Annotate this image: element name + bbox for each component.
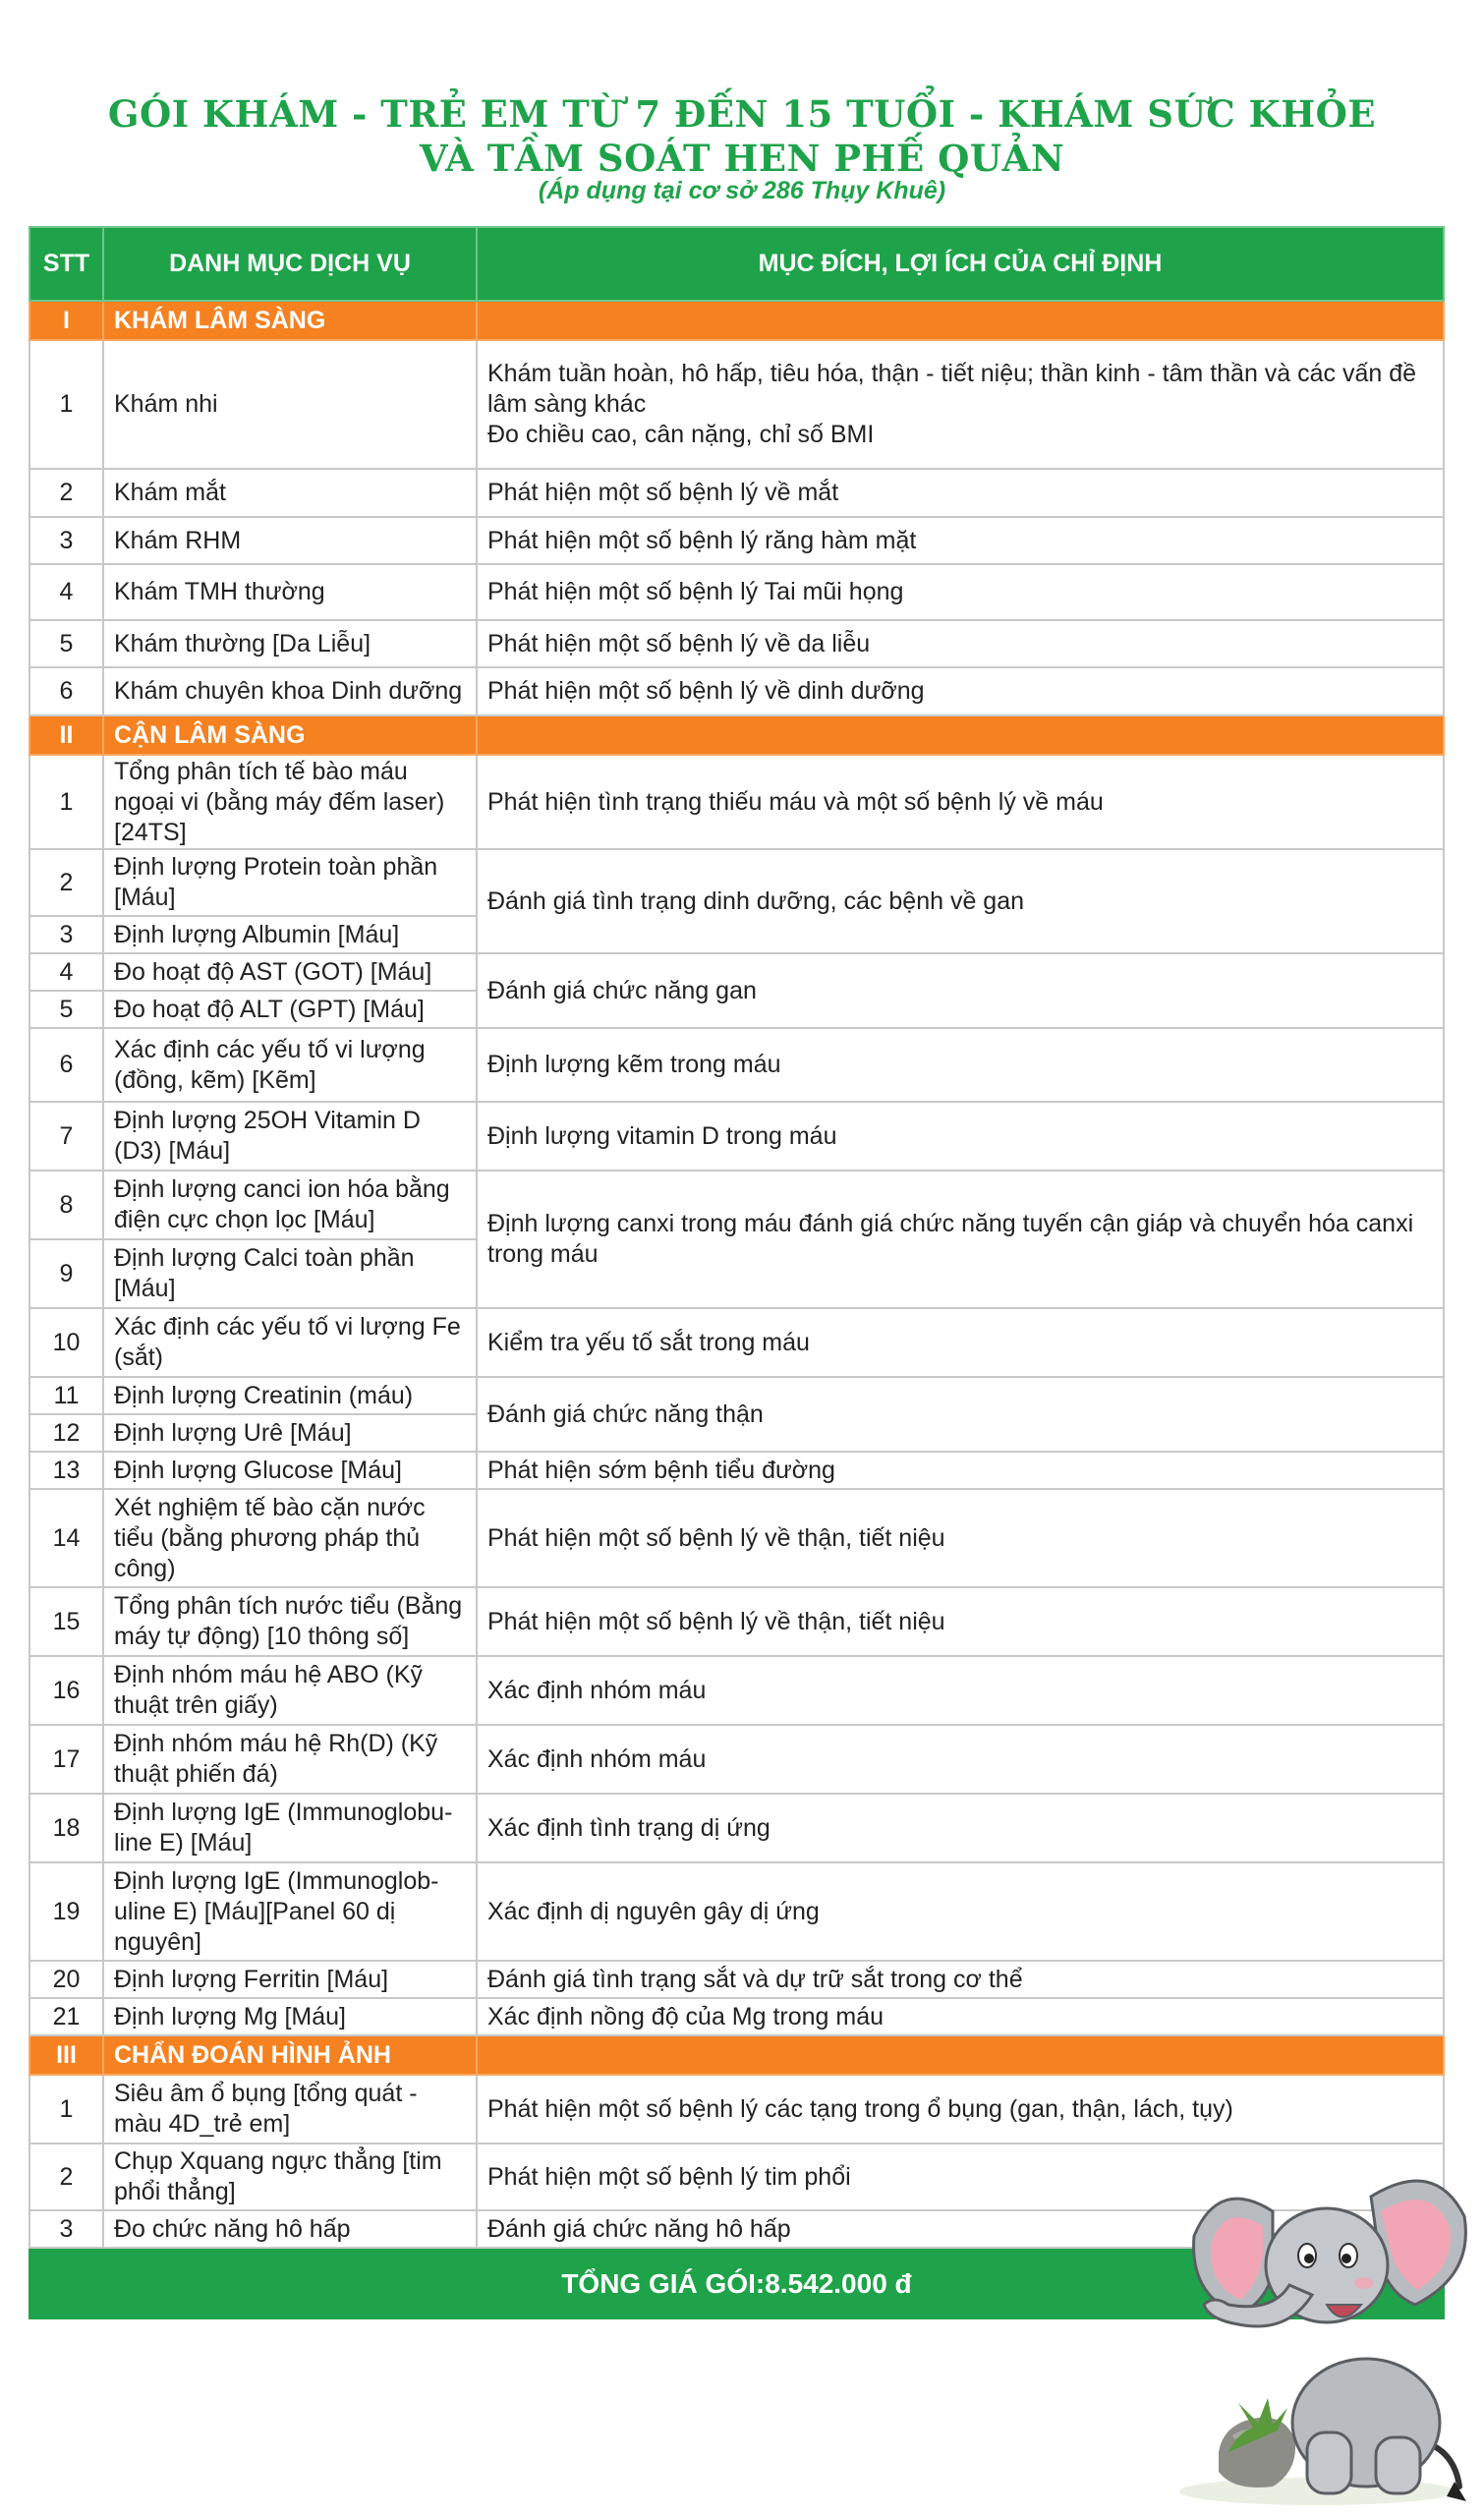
row-purpose: Định lượng canxi trong máu đánh giá chức năng tuyến cận giáp và chuyển hóa canxi trong máu <box>477 1171 1444 1308</box>
row-stt: 1 <box>29 755 103 849</box>
row-purpose: Đánh giá tình trạng dinh dưỡng, các bệnh về gan <box>477 849 1444 953</box>
row-purpose: Xác định dị nguyên gây dị ứng <box>477 1862 1444 1961</box>
row-stt: 13 <box>29 1452 103 1489</box>
row-stt: 2 <box>29 469 103 517</box>
row-service: Định lượng Ferritin [Máu] <box>103 1961 477 1998</box>
row-purpose: Xác định nhóm máu <box>477 1725 1444 1794</box>
page-title-line-2: VÀ TẦM SOÁT HEN PHẾ QUẢN <box>419 137 1065 180</box>
row-stt: 3 <box>29 2210 103 2248</box>
row-service: Chụp Xquang ngực thẳng [tim phổi thẳng] <box>103 2144 477 2210</box>
row-service: Định lượng IgE (Immunoglob-uline E) [Máu][Panel 60 dị nguyên] <box>103 1862 477 1961</box>
table-row <box>29 1587 1444 1656</box>
row-service: Khám TMH thường <box>103 564 477 620</box>
row-stt: 2 <box>29 2144 103 2210</box>
row-service: Đo hoạt độ AST (GOT) [Máu] <box>103 953 477 991</box>
row-purpose: Phát hiện một số bệnh lý về thận, tiết niệu <box>477 1587 1444 1656</box>
table-row <box>29 2075 1444 2144</box>
row-stt: 17 <box>29 1725 103 1794</box>
table-row <box>29 1308 1444 1377</box>
row-service: Định lượng 25OH Vitamin D (D3) [Máu] <box>103 1102 477 1171</box>
row-service: Định lượng Urê [Máu] <box>103 1414 477 1452</box>
table-row <box>29 953 1444 991</box>
table-header-row <box>29 227 1444 301</box>
table-row <box>29 564 1444 620</box>
row-service: Định lượng Calci toàn phần [Máu] <box>103 1239 477 1308</box>
row-stt: 4 <box>29 564 103 620</box>
row-purpose: Xác định nồng độ của Mg trong máu <box>477 1998 1444 2035</box>
row-stt: 15 <box>29 1587 103 1656</box>
row-purpose: Phát hiện một số bệnh lý về mắt <box>477 469 1444 517</box>
row-service: Định lượng Albumin [Máu] <box>103 916 477 953</box>
col-header-service: DANH MỤC DỊCH VỤ <box>103 227 477 301</box>
col-header-stt: STT <box>29 227 103 301</box>
row-service: Khám mắt <box>103 469 477 517</box>
row-service: Định lượng Mg [Máu] <box>103 1998 477 2035</box>
table-row <box>29 1028 1444 1102</box>
purpose-line: Đo chiều cao, cân nặng, chỉ số BMI <box>487 421 875 448</box>
row-purpose: Phát hiện một số bệnh lý về dinh dưỡng <box>477 667 1444 715</box>
table-row <box>29 667 1444 715</box>
row-service: Định nhóm máu hệ ABO (Kỹ thuật trên giấy) <box>103 1656 477 1725</box>
section-title: KHÁM LÂM SÀNG <box>103 301 477 340</box>
section-blank <box>477 301 1444 340</box>
table-row <box>29 1171 1444 1239</box>
table-row <box>29 1452 1444 1489</box>
table-row <box>29 1725 1444 1794</box>
table-row <box>29 1656 1444 1725</box>
row-purpose: Phát hiện một số bệnh lý về thận, tiết niệu <box>477 1489 1444 1587</box>
row-stt: 1 <box>29 2075 103 2144</box>
row-stt: 9 <box>29 1239 103 1308</box>
row-purpose: Phát hiện một số bệnh lý các tạng trong ổ bụng (gan, thận, lách, tụy) <box>477 2075 1444 2144</box>
row-stt: 16 <box>29 1656 103 1725</box>
row-service: Đo hoạt độ ALT (GPT) [Máu] <box>103 991 477 1028</box>
row-service: Khám thường [Da Liễu] <box>103 620 477 667</box>
section-blank <box>477 2035 1444 2075</box>
row-stt: 5 <box>29 620 103 667</box>
row-stt: 21 <box>29 1998 103 2035</box>
row-service: Khám RHM <box>103 517 477 564</box>
service-table <box>29 226 1445 2319</box>
row-stt: 18 <box>29 1794 103 1862</box>
row-service: Định lượng Glucose [Máu] <box>103 1452 477 1489</box>
row-stt: 11 <box>29 1377 103 1414</box>
row-purpose: Phát hiện tình trạng thiếu máu và một số bệnh lý về máu <box>477 755 1444 849</box>
section-blank <box>477 715 1444 755</box>
row-purpose: Xác định nhóm máu <box>477 1656 1444 1725</box>
row-stt: 10 <box>29 1308 103 1377</box>
row-stt: 1 <box>29 340 103 469</box>
row-purpose <box>477 340 1444 469</box>
row-service: Xét nghiệm tế bào cặn nước tiểu (bằng phương pháp thủ công) <box>103 1489 477 1587</box>
total-price: TỔNG GIÁ GÓI:8.542.000 đ <box>29 2248 1444 2318</box>
row-purpose: Đánh giá chức năng gan <box>477 953 1444 1028</box>
row-stt: 2 <box>29 849 103 916</box>
row-stt: 14 <box>29 1489 103 1587</box>
table-row <box>29 469 1444 517</box>
row-purpose: Xác định tình trạng dị ứng <box>477 1794 1444 1862</box>
row-service: Định lượng Protein toàn phần [Máu] <box>103 849 477 916</box>
row-stt: 3 <box>29 916 103 953</box>
row-service: Xác định các yếu tố vi lượng Fe (sắt) <box>103 1308 477 1377</box>
row-purpose: Phát hiện một số bệnh lý răng hàm mặt <box>477 517 1444 564</box>
section-row <box>29 301 1444 340</box>
table-row <box>29 1961 1444 1998</box>
row-service: Định lượng canci ion hóa bằng điện cực chọn lọc [Máu] <box>103 1171 477 1239</box>
row-service: Tổng phân tích nước tiểu (Bằng máy tự động) [10 thông số] <box>103 1587 477 1656</box>
row-purpose: Đánh giá tình trạng sắt và dự trữ sắt trong cơ thể <box>477 1961 1444 1998</box>
section-numeral: I <box>29 301 103 340</box>
row-stt: 19 <box>29 1862 103 1961</box>
page-title-line-1: GÓI KHÁM - TRẺ EM TỪ 7 ĐẾN 15 TUỔI - KHÁM SỨC KHỎE <box>107 92 1377 136</box>
row-service: Tổng phân tích tế bào máu ngoại vi (bằng máy đếm laser) [24TS] <box>103 755 477 849</box>
table-row <box>29 1794 1444 1862</box>
table-row <box>29 1489 1444 1587</box>
table-row <box>29 755 1444 849</box>
table-row <box>29 620 1444 667</box>
row-purpose: Đánh giá chức năng thận <box>477 1377 1444 1452</box>
section-title: CẬN LÂM SÀNG <box>103 715 477 755</box>
table-row <box>29 1998 1444 2035</box>
row-stt: 7 <box>29 1102 103 1171</box>
section-numeral: III <box>29 2035 103 2075</box>
table-row <box>29 1377 1444 1414</box>
table-row <box>29 1862 1444 1961</box>
section-numeral: II <box>29 715 103 755</box>
table-row <box>29 517 1444 564</box>
row-service: Định lượng IgE (Immunoglobu-line E) [Máu] <box>103 1794 477 1862</box>
row-service: Khám nhi <box>103 340 477 469</box>
row-purpose: Định lượng kẽm trong máu <box>477 1028 1444 1102</box>
row-stt: 12 <box>29 1414 103 1452</box>
row-stt: 3 <box>29 517 103 564</box>
row-stt: 8 <box>29 1171 103 1239</box>
row-service: Siêu âm ổ bụng [tổng quát - màu 4D_trẻ em] <box>103 2075 477 2144</box>
row-purpose: Phát hiện sớm bệnh tiểu đường <box>477 1452 1444 1489</box>
row-service: Định nhóm máu hệ Rh(D) (Kỹ thuật phiến đá) <box>103 1725 477 1794</box>
col-header-purpose: MỤC ĐÍCH, LỢI ÍCH CỦA CHỈ ĐỊNH <box>477 227 1444 301</box>
row-purpose: Phát hiện một số bệnh lý tim phổi <box>477 2144 1444 2210</box>
purpose-line: Khám tuần hoàn, hô hấp, tiêu hóa, thận - tiết niệu; thần kinh - tâm thần và các vấn đề lâm sàng khác <box>487 360 1417 418</box>
row-purpose: Đánh giá chức năng hô hấp <box>477 2210 1444 2248</box>
elephant-illustration <box>1179 2157 1474 2511</box>
page-subtitle: (Áp dụng tại cơ sở 286 Thụy Khuê) <box>538 177 946 204</box>
row-service: Đo chức năng hô hấp <box>103 2210 477 2248</box>
row-stt: 5 <box>29 991 103 1028</box>
row-stt: 6 <box>29 1028 103 1102</box>
row-purpose: Phát hiện một số bệnh lý về da liễu <box>477 620 1444 667</box>
row-purpose: Phát hiện một số bệnh lý Tai mũi họng <box>477 564 1444 620</box>
row-stt: 20 <box>29 1961 103 1998</box>
section-row <box>29 2035 1444 2075</box>
table-row <box>29 849 1444 916</box>
row-purpose: Kiểm tra yếu tố sắt trong máu <box>477 1308 1444 1377</box>
section-title: CHẨN ĐOÁN HÌNH ẢNH <box>103 2035 477 2075</box>
row-purpose: Định lượng vitamin D trong máu <box>477 1102 1444 1171</box>
row-service: Xác định các yếu tố vi lượng (đồng, kẽm) [Kẽm] <box>103 1028 477 1102</box>
row-service: Định lượng Creatinin (máu) <box>103 1377 477 1414</box>
table-row <box>29 1102 1444 1171</box>
row-stt: 4 <box>29 953 103 991</box>
table-row <box>29 340 1444 469</box>
row-service: Khám chuyên khoa Dinh dưỡng <box>103 667 477 715</box>
section-row <box>29 715 1444 755</box>
row-stt: 6 <box>29 667 103 715</box>
